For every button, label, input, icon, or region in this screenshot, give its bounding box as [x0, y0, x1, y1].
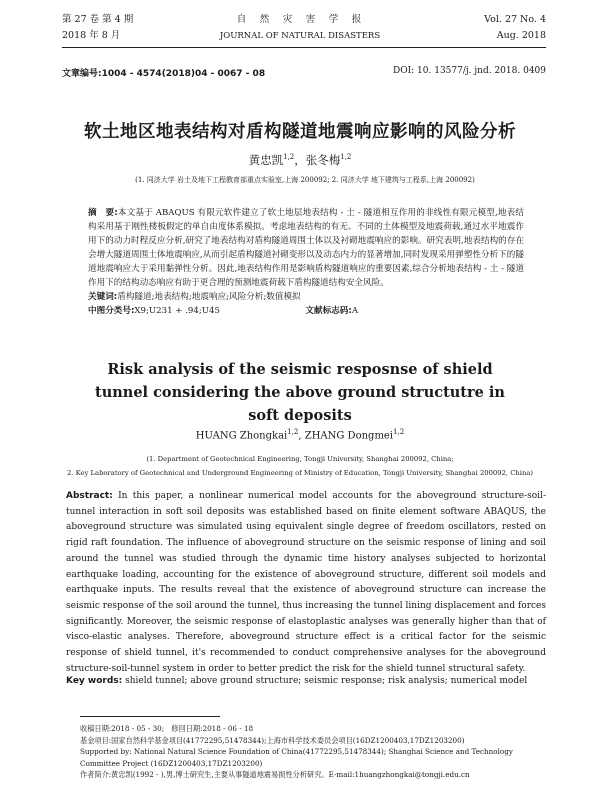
title-zh: 软土地区地表结构对盾构隧道地震响应影响的风险分析	[84, 122, 516, 142]
author-2-en-sup: 1,2	[393, 428, 405, 436]
doc-code-label: 文献标志码:	[305, 306, 352, 316]
authors-en	[0, 428, 600, 441]
header-rule	[62, 47, 546, 48]
footnote-supported-by: Supported by: National Natural Science Foundation of China(41772295,51478344); Shanghai Science and Technology Committee Project (16DZ1200403,17DZ1203200)	[80, 747, 513, 768]
author-sep-zh: ，	[294, 153, 306, 167]
author-2-en: ZHANG Dongmei	[304, 430, 394, 442]
abstract-en-label: Abstract:	[66, 491, 113, 501]
footnote-bio: 作者简介:黄忠凯(1992 - ),男,博士研究生,主要从事隧道地震易损性分析研究。E-mail:1huangzhongkai@tongji.edu.cn	[80, 770, 470, 779]
doc-code-value: A	[351, 306, 359, 316]
classification-zh	[88, 304, 524, 318]
clc-value: X9;U231 + .94;U45	[134, 306, 220, 316]
author-1-en: HUANG Zhongkai	[195, 430, 288, 442]
header-center	[200, 14, 400, 42]
article-info	[62, 66, 546, 79]
abstract-zh	[88, 206, 524, 318]
header-right	[484, 14, 546, 42]
footnote-fund: 基金项目:国家自然科学基金项目(41772295,51478344);上海市科学技术委员会项目(16DZ1200403,17DZ1203200)	[80, 735, 465, 745]
volume-zh: 第 27 卷 第 4 期	[62, 14, 134, 25]
footnote-received: 收稿日期:2018 - 05 - 30; 修回日期:2018 - 06 - 18	[80, 724, 254, 733]
date-zh: 2018 年 8 月	[62, 30, 121, 41]
title-en: Risk analysis of the seismic resposnse of shield tunnel considering the above ground structutre in soft deposits	[95, 361, 505, 424]
affiliation-en-2: 2. Key Laboratory of Geotechnical and Underground Engineering of Ministry of Education, Tongji University, Shanghai 200092, China)	[66, 469, 534, 477]
author-1-zh-sup: 1,2	[283, 153, 295, 162]
keywords-en	[66, 676, 546, 686]
keywords-zh	[88, 290, 524, 304]
volume-en: Vol. 27 No. 4	[484, 14, 546, 25]
author-1-en-sup: 1,2	[287, 428, 299, 436]
abstract-en-text: In this paper, a nonlinear numerical model accounts for the aboveground structure-soil-tunnel interaction in soft soil deposits was established based on finite element software ABAQUS, the aboveground structure was simulated using equivalent single degree of freedom oscillators, rested on rigid raft foundation. The influence of aboveground structure on the seismic response of lining and soil around the tunnel was studied through the dynamic time history analyses subjected to horizontal earthquake loading, accounting for the existence of aboveground structure, different soil models and earthquake inputs. The results reveal that the existence of aboveground structure can increase the seismic response of the soil around the tunnel, thus increasing the tunnel lining displacement and forces significantly. Moreover, the seismic response of elastoplastic analyses was generally higher than that of visco-elastic analyses. Therefore, aboveground structure effect is a critical factor for the seismic response of shield tunnel, it's recommended to conduct comprehensive analyses for the aboveground structure-soil-tunnel system in order to better predict the risk for the shield tunnel structural safety.	[66, 491, 546, 674]
keywords-en-text: shield tunnel; above ground structure; seismic response; risk analysis; numerical model	[125, 676, 528, 686]
author-1-zh: 黄忠凯	[248, 153, 284, 167]
keywords-zh-label: 关键词:	[88, 292, 118, 302]
authors-zh	[0, 152, 600, 168]
footnote-rule	[80, 716, 220, 717]
affiliations-zh: (1. 同济大学 岩土及地下工程教育部重点实验室,上海 200092; 2. 同济大学 地下建筑与工程系,上海 200092)	[135, 176, 475, 184]
author-2-zh-sup: 1,2	[340, 153, 352, 162]
header-left	[62, 14, 133, 42]
abstract-zh-text: 本文基于 ABAQUS 有限元软件建立了软土地层地表结构 - 土 - 隧道相互作用的非线性有限元模型,地表结构采用基于刚性楼板假定的单自由度体系模拟。考虑地表结构的有无、不同的土体模型及地震荷载,通过水平地震作用下的动力时程反应分析,研究了地表结构对盾构隧道周围土体以及衬砌地震响应的影响。研究表明,地表结构的存在会增大隧道周围土体地震响应,从而引起盾构隧道衬砌变形以及动态内力的显著增加,同时发现采用弹塑性分析下的隧道地震响应大于采用黏弹性分析。因此,地表结构作用是影响盾构隧道响应的重要因素,综合分析地表结构 - 土 - 隧道作用下的结构动态响应有助于更合理的预测地震荷载下盾构隧道结构安全风险。	[88, 208, 524, 288]
abstract-zh-label: 摘 要:	[88, 208, 118, 218]
article-number: 文章编号:1004 - 4574(2018)04 - 0067 - 08	[62, 69, 266, 79]
doi: DOI: 10. 13577/j. jnd. 2018. 0409	[393, 66, 546, 76]
journal-en: JOURNAL OF NATURAL DISASTERS	[219, 31, 381, 41]
keywords-zh-text: 盾构隧道;地表结构;地震响应;风险分析;数值模拟	[117, 292, 301, 302]
clc-label: 中图分类号:	[88, 306, 135, 316]
keywords-en-label: Key words:	[66, 676, 123, 686]
footnotes	[80, 723, 546, 781]
date-en: Aug. 2018	[496, 30, 546, 41]
affiliation-en-1: (1. Department of Geotechnical Engineering, Tongji University, Shanghai 200092, China;	[146, 455, 454, 463]
abstract-zh-body	[88, 206, 524, 290]
journal-zh: 自 然 灾 害 学 报	[236, 14, 364, 25]
author-sep-en: ,	[298, 430, 305, 442]
abstract-en	[66, 489, 546, 677]
author-2-zh: 张冬梅	[305, 153, 341, 167]
affiliations-en	[40, 452, 560, 480]
